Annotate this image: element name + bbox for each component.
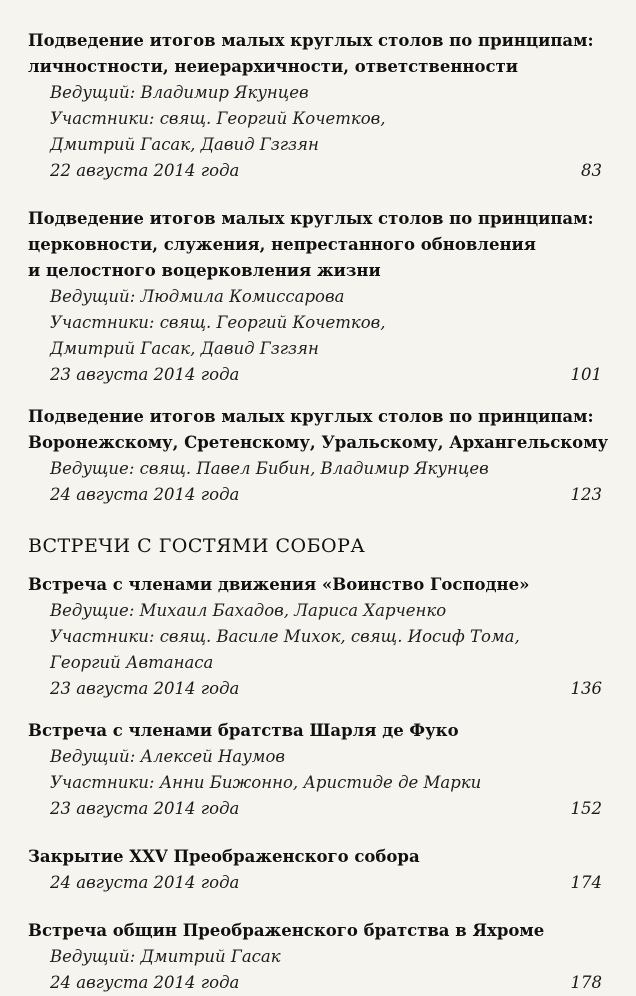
entry-date: 24 августа 2014 года [50, 873, 240, 892]
entry-title [28, 844, 608, 870]
entry-page-number: 136 [570, 679, 602, 698]
entry-date: 23 августа 2014 года [50, 365, 240, 384]
entry-title [28, 206, 608, 284]
entry-date-row [50, 676, 608, 702]
toc-entry [28, 918, 608, 996]
entry-date: 23 августа 2014 года [50, 799, 240, 818]
entry-hosts: Ведущие: Михаил Бахадов, Лариса Харченко [50, 601, 447, 620]
entry-title-line: Подведение итогов малых круглых столов по принципам: [28, 209, 594, 228]
entry-title-line: Подведение итогов малых круглых столов по принципам: [28, 31, 594, 50]
entry-title [28, 718, 608, 744]
entry-date-row [50, 796, 608, 822]
entry-date-row [50, 970, 608, 996]
entry-date: 24 августа 2014 года [50, 485, 240, 504]
entry-host: Ведущий: Владимир Якунцев [50, 83, 309, 102]
toc-entry [28, 718, 608, 822]
entry-title-line: Встреча общин Преображенского братства в Яхроме [28, 921, 545, 940]
entry-host: Ведущий: Людмила Комиссарова [50, 287, 345, 306]
entry-participants-cont: Георгий Автанаса [50, 653, 214, 672]
entry-participants: Участники: свящ. Василе Михок, свящ. Иосиф Тома, [50, 627, 520, 646]
entry-date-row [50, 482, 608, 508]
entry-date-row [50, 158, 608, 184]
entry-participants: Участники: свящ. Георгий Кочетков, [50, 313, 386, 332]
entry-title-line: Подведение итогов малых круглых столов по принципам: [28, 407, 594, 426]
entry-page-number: 123 [570, 485, 602, 504]
entry-title [28, 918, 608, 944]
entry-title-line: Встреча с членами движения «Воинство Господне» [28, 575, 530, 594]
entry-participants: Участники: Анни Бижонно, Аристиде де Марки [50, 773, 482, 792]
entry-title-line: церковности, служения, непрестанного обновления [28, 235, 536, 254]
entry-title [28, 404, 608, 456]
entry-title [28, 28, 608, 80]
entry-date-row [50, 870, 608, 896]
toc-entry [28, 404, 608, 508]
entry-title-line: Воронежскому, Сретенскому, Уральскому, Архангельскому [28, 433, 609, 452]
entry-page-number: 174 [570, 873, 602, 892]
entry-title-line: личностности, неиерархичности, ответственности [28, 57, 519, 76]
entry-participants-cont: Дмитрий Гасак, Давид Гзгзян [50, 339, 319, 358]
toc-entry [28, 206, 608, 388]
toc-entry [28, 572, 608, 702]
entry-title [28, 572, 608, 598]
entry-page-number: 101 [570, 365, 602, 384]
toc-entry [28, 28, 608, 184]
entry-participants: Участники: свящ. Георгий Кочетков, [50, 109, 386, 128]
entry-hosts: Ведущие: свящ. Павел Бибин, Владимир Якунцев [50, 459, 489, 478]
entry-title-line: Встреча с членами братства Шарля де Фуко [28, 721, 459, 740]
section-heading: ВСТРЕЧИ С ГОСТЯМИ СОБОРА [28, 535, 366, 557]
entry-title-line: и целостного воцерковления жизни [28, 261, 381, 280]
entry-title-line: Закрытие XXV Преображенского собора [28, 847, 420, 866]
entry-date: 24 августа 2014 года [50, 973, 240, 992]
entry-host: Ведущий: Дмитрий Гасак [50, 947, 281, 966]
entry-date: 22 августа 2014 года [50, 161, 240, 180]
entry-date: 23 августа 2014 года [50, 679, 240, 698]
entry-host: Ведущий: Алексей Наумов [50, 747, 286, 766]
entry-page-number: 178 [570, 973, 602, 992]
toc-entry [28, 844, 608, 896]
entry-page-number: 83 [581, 161, 602, 180]
entry-participants-cont: Дмитрий Гасак, Давид Гзгзян [50, 135, 319, 154]
entry-date-row [50, 362, 608, 388]
entry-page-number: 152 [570, 799, 602, 818]
